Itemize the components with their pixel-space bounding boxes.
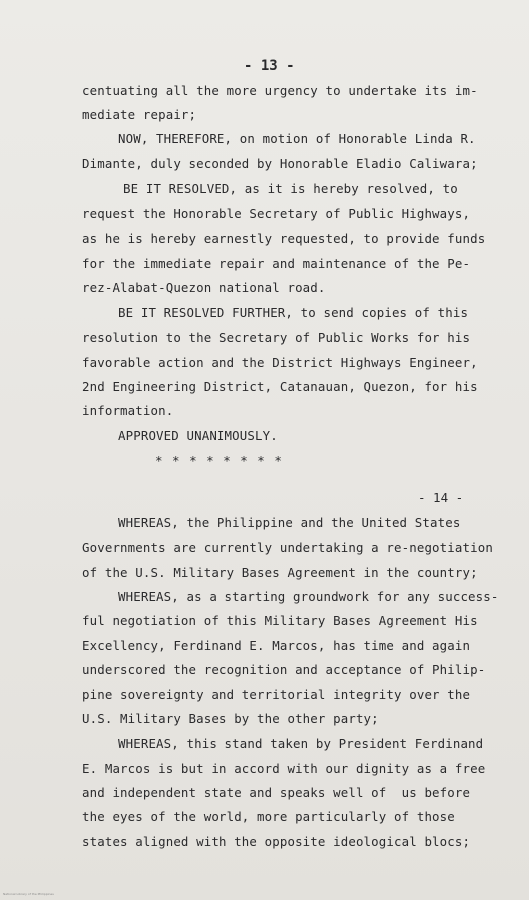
section-separator: * * * * * * * * bbox=[155, 453, 283, 468]
text-line: of the U.S. Military Bases Agreement in the country; bbox=[82, 565, 478, 580]
text-line: favorable action and the District Highways Engineer, bbox=[82, 355, 478, 370]
text-line: BE IT RESOLVED, as it is hereby resolved, to bbox=[123, 181, 458, 196]
text-line: 2nd Engineering District, Catanauan, Quezon, for his bbox=[82, 379, 478, 394]
text-line: states aligned with the opposite ideological blocs; bbox=[82, 834, 471, 849]
text-line: Governments are currently undertaking a re-negotiation bbox=[82, 540, 493, 555]
text-line: request the Honorable Secretary of Public Highways, bbox=[82, 206, 471, 221]
text-line: BE IT RESOLVED FURTHER, to send copies of this bbox=[118, 305, 469, 320]
text-line: U.S. Military Bases by the other party; bbox=[82, 711, 379, 726]
page-number: - 13 - bbox=[244, 58, 295, 74]
scan-footer: National Library of the Philippines bbox=[3, 892, 54, 896]
text-line: centuating all the more urgency to undertake its im- bbox=[82, 83, 478, 98]
text-line: underscored the recognition and acceptance of Philip- bbox=[82, 662, 486, 677]
text-line: Excellency, Ferdinand E. Marcos, has time and again bbox=[82, 638, 471, 653]
text-line: Dimante, duly seconded by Honorable Eladio Caliwara; bbox=[82, 156, 478, 171]
text-line: pine sovereignty and territorial integrity over the bbox=[82, 687, 471, 702]
text-line: APPROVED UNANIMOUSLY. bbox=[118, 428, 278, 443]
text-line: for the immediate repair and maintenance of the Pe- bbox=[82, 256, 471, 271]
page-number: - 14 - bbox=[418, 490, 464, 505]
text-line: information. bbox=[82, 403, 174, 418]
text-line: and independent state and speaks well of us before bbox=[82, 785, 471, 800]
text-line: WHEREAS, as a starting groundwork for any success- bbox=[118, 589, 499, 604]
text-line: as he is hereby earnestly requested, to provide funds bbox=[82, 231, 486, 246]
text-line: ful negotiation of this Military Bases Agreement His bbox=[82, 613, 478, 628]
text-line: the eyes of the world, more particularly of those bbox=[82, 809, 455, 824]
text-line: rez-Alabat-Quezon national road. bbox=[82, 280, 326, 295]
text-line: WHEREAS, this stand taken by President Ferdinand bbox=[118, 736, 484, 751]
text-line: mediate repair; bbox=[82, 107, 197, 122]
text-line: E. Marcos is but in accord with our dignity as a free bbox=[82, 761, 486, 776]
text-line: NOW, THEREFORE, on motion of Honorable Linda R. bbox=[118, 131, 476, 146]
text-line: WHEREAS, the Philippine and the United States bbox=[118, 515, 461, 530]
text-line: resolution to the Secretary of Public Works for his bbox=[82, 330, 471, 345]
